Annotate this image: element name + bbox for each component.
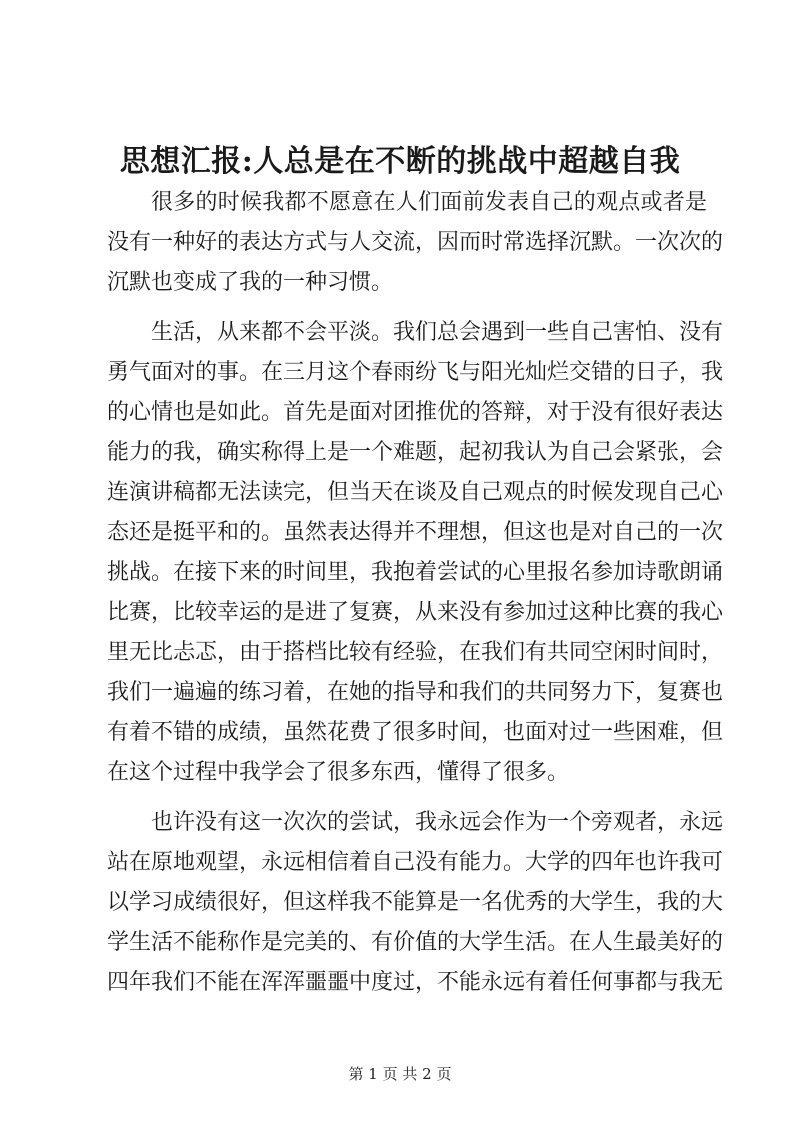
text-line: 在这个过程中我学会了很多东西，懂得了很多。 (107, 760, 570, 785)
text-line: 能力的我，确实称得上是一个难题，起初我认为自己会紧张，会 (107, 440, 724, 465)
text-line: 比赛，比较幸运的是进了复赛，从来没有参加过这种比赛的我心 (107, 600, 724, 625)
text-line: 态还是挺平和的。虽然表达得并不理想，但这也是对自己的一次 (107, 520, 724, 545)
text-line: 的心情也是如此。首先是面对团推优的答辩，对于没有很好表达 (107, 400, 724, 425)
text-line: 沉默也变成了我的一种习惯。 (107, 270, 394, 295)
document-title: 思想汇报:人总是在不断的挑战中超越自我 (119, 144, 681, 179)
text-line: 生活，从来都不会平淡。我们总会遇到一些自己害怕、没有 (151, 320, 724, 345)
text-line: 四年我们不能在浑浑噩噩中度过，不能永远有着任何事都与我无 (107, 970, 724, 995)
text-line: 挑战。在接下来的时间里，我抱着尝试的心里报名参加诗歌朗诵 (107, 560, 724, 585)
document-body (107, 183, 724, 1003)
text-line: 也许没有这一次次的尝试，我永远会作为一个旁观者，永远 (151, 810, 724, 835)
text-line: 以学习成绩很好，但这样我不能算是一名优秀的大学生，我的大 (107, 890, 724, 915)
text-line: 我们一遍遍的练习着，在她的指导和我们的共同努力下，复赛也 (107, 680, 724, 705)
text-line: 连演讲稿都无法读完，但当天在谈及自己观点的时候发现自己心 (107, 480, 724, 505)
text-line: 很多的时候我都不愿意在人们面前发表自己的观点或者是 (151, 190, 707, 215)
text-line: 没有一种好的表达方式与人交流，因而时常选择沉默。一次次的 (107, 230, 724, 255)
paragraph (107, 183, 724, 303)
text-line: 勇气面对的事。在三月这个春雨纷飞与阳光灿烂交错的日子，我 (107, 360, 724, 385)
text-line: 站在原地观望，永远相信着自己没有能力。大学的四年也许我可 (107, 850, 724, 875)
page-number-footer: 第 1 页 共 2 页 (348, 1065, 452, 1083)
text-line: 有着不错的成绩，虽然花费了很多时间，也面对过一些困难，但 (107, 720, 724, 745)
text-line: 学生活不能称作是完美的、有价值的大学生活。在人生最美好的 (107, 930, 724, 955)
text-line: 里无比忐忑，由于搭档比较有经验，在我们有共同空闲时间时， (107, 640, 724, 665)
paragraph (107, 803, 724, 1003)
paragraph (107, 313, 724, 793)
